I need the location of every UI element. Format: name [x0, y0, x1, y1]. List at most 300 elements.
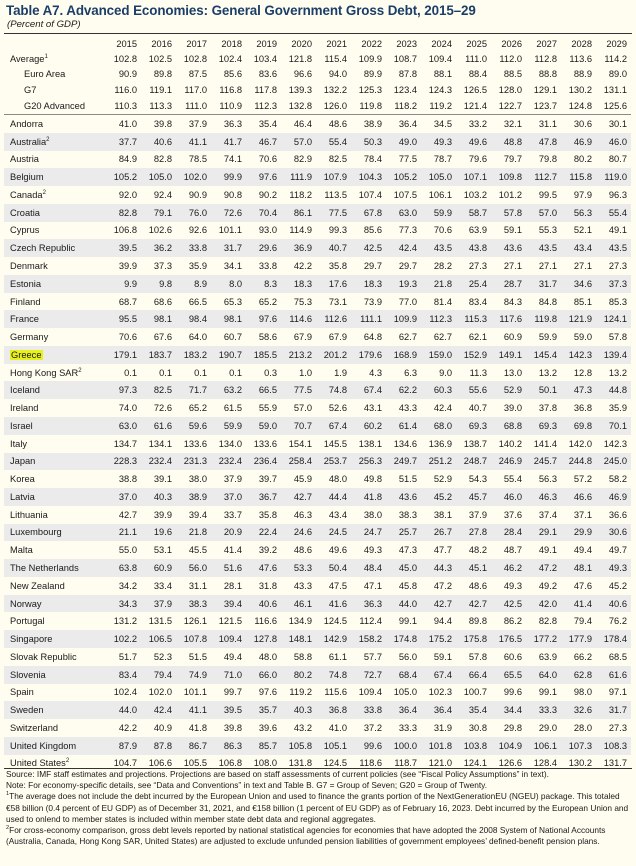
value-cell: 98.1 [211, 310, 246, 328]
row-label [4, 541, 106, 559]
value-cell: 29.0 [538, 722, 557, 733]
value-cell: 64.8 [363, 332, 382, 343]
value-cell: 134.0 [218, 438, 242, 449]
value-cell: 46.6 [561, 488, 596, 506]
year-header: 2020 [291, 39, 312, 49]
value-cell: 56.0 [398, 651, 417, 662]
value-cell: 119.1 [149, 85, 172, 95]
value-cell: 61.4 [386, 417, 421, 435]
value-cell: 49.4 [223, 651, 242, 662]
footnote-2-text: For cross-economy comparison, gross debt levels reported by national statistical agencies for economies that have adopted the 2008 System of National Accounts (Australia, Canada, Hong Kong SAR, United States) are adjusted to exclude unfunded pension liabilities of government employees’ defined-benefit pension plans. [6, 825, 606, 847]
value-cell: 123.4 [393, 85, 417, 95]
value-cell: 34.2 [118, 580, 137, 591]
value-cell: 86.7 [176, 737, 211, 755]
value-cell: 72.7 [351, 666, 386, 684]
value-cell: 105.8 [281, 737, 316, 755]
value-cell: 105.0 [421, 168, 456, 186]
value-cell: 42.7 [456, 595, 491, 613]
value-cell: 118.7 [394, 758, 417, 769]
value-cell: 48.0 [258, 651, 277, 662]
year-header: 2021 [326, 39, 347, 49]
value-cell: 37.3 [596, 275, 631, 293]
value-cell: 131.5 [148, 616, 172, 627]
value-cell: 68.8 [491, 417, 526, 435]
value-cell: 79.4 [573, 616, 592, 627]
value-cell: 29.7 [398, 261, 417, 271]
value-cell: 99.6 [351, 737, 386, 755]
value-cell: 60.9 [503, 332, 522, 343]
value-cell: 54.3 [468, 474, 487, 485]
value-cell: 104.7 [113, 758, 137, 769]
value-cell: 27.3 [608, 261, 627, 271]
value-cell: 41.7 [211, 133, 246, 151]
value-cell: 94.0 [328, 69, 347, 79]
value-cell: 41.1 [176, 701, 211, 719]
value-cell: 118.2 [289, 189, 312, 200]
header-row [4, 36, 631, 52]
value-cell: 101.1 [183, 687, 207, 698]
row-label [4, 186, 106, 204]
value-cell: 67.8 [351, 204, 386, 222]
table-row [4, 346, 631, 364]
value-cell: 33.8 [351, 701, 386, 719]
value-cell: 31.1 [188, 580, 207, 591]
value-cell: 36.4 [398, 118, 417, 129]
value-cell: 41.4 [561, 595, 596, 613]
value-cell: 36.3 [351, 595, 386, 613]
value-cell: 53.1 [153, 545, 172, 556]
value-cell: 28.0 [573, 722, 592, 733]
value-cell: 27.1 [573, 261, 592, 271]
year-header: 2017 [186, 39, 207, 49]
value-cell: 50.3 [351, 133, 386, 151]
table-row [4, 577, 631, 595]
value-cell: 37.4 [538, 509, 557, 520]
row-label-text: Norway [10, 598, 42, 609]
value-cell: 36.7 [246, 488, 281, 506]
table-row [4, 204, 631, 222]
year-header: 2022 [361, 39, 382, 49]
value-cell: 98.1 [141, 310, 176, 328]
value-cell: 134.7 [113, 438, 137, 449]
value-cell: 68.6 [153, 296, 172, 307]
value-cell: 46.0 [596, 133, 631, 151]
value-cell: 42.7 [118, 509, 137, 520]
footnote-1 [6, 791, 631, 825]
value-cell: 42.7 [421, 595, 456, 613]
value-cell: 28.4 [491, 524, 526, 542]
value-cell: 99.7 [223, 687, 242, 698]
table-row [4, 115, 631, 133]
row-label-text: Czech Republic [10, 243, 76, 254]
value-cell: 106.6 [148, 758, 172, 769]
value-cell: 35.9 [188, 261, 207, 271]
value-cell: 87.5 [188, 69, 207, 79]
value-cell: 35.4 [258, 118, 277, 129]
value-cell: 47.2 [526, 559, 561, 577]
value-cell: 27.1 [538, 261, 557, 271]
row-label [4, 151, 106, 169]
value-cell: 57.0 [293, 403, 312, 414]
value-cell: 89.8 [468, 616, 487, 627]
value-cell: 58.2 [608, 474, 627, 485]
value-cell: 51.7 [118, 651, 137, 662]
value-cell: 56.3 [538, 474, 557, 485]
value-cell: 113.6 [569, 54, 592, 64]
value-cell: 112.4 [359, 616, 382, 627]
value-cell: 49.6 [328, 545, 347, 556]
value-cell: 49.2 [538, 580, 557, 591]
value-cell: 232.4 [211, 453, 246, 471]
page-subtitle: (Percent of GDP) [7, 19, 81, 30]
value-cell: 183.2 [176, 346, 211, 364]
value-cell: 125.6 [596, 98, 631, 115]
value-cell: 79.8 [538, 154, 557, 165]
value-cell: 58.8 [293, 651, 312, 662]
value-cell: 68.4 [386, 666, 421, 684]
table-row [4, 133, 631, 151]
value-cell: 55.3 [538, 225, 557, 236]
value-cell: 90.8 [223, 189, 242, 200]
value-cell: 88.9 [573, 69, 592, 79]
value-cell: 148.1 [281, 630, 316, 648]
value-cell: 0.1 [194, 367, 207, 378]
debt-table [4, 36, 631, 772]
value-cell: 42.2 [293, 261, 312, 271]
value-cell: 27.1 [503, 261, 522, 271]
value-cell: 142.3 [603, 438, 627, 449]
value-cell: 77.0 [398, 296, 417, 307]
value-cell: 175.8 [456, 630, 491, 648]
row-label [4, 293, 106, 311]
value-cell: 140.2 [498, 438, 522, 449]
value-cell: 98.4 [176, 310, 211, 328]
value-cell: 36.4 [421, 701, 456, 719]
value-cell: 39.5 [211, 701, 246, 719]
value-cell: 51.5 [188, 651, 207, 662]
value-cell: 38.9 [363, 118, 382, 129]
table-row [4, 364, 631, 382]
value-cell: 106.8 [218, 758, 242, 769]
value-cell: 41.0 [328, 722, 347, 733]
value-cell: 43.4 [328, 509, 347, 520]
value-cell: 114.2 [604, 54, 627, 64]
value-cell: 26.7 [421, 524, 456, 542]
value-cell: 43.6 [491, 239, 526, 257]
value-cell: 12.8 [573, 367, 592, 378]
value-cell: 59.0 [573, 332, 592, 343]
value-cell: 39.6 [258, 722, 277, 733]
value-cell: 8.3 [246, 275, 281, 293]
table-row [4, 52, 631, 66]
value-cell: 13.2 [538, 367, 557, 378]
value-cell: 33.8 [176, 239, 211, 257]
value-cell: 73.9 [363, 296, 382, 307]
value-cell: 46.2 [491, 559, 526, 577]
value-cell: 90.9 [188, 189, 207, 200]
value-cell: 59.9 [538, 332, 557, 343]
value-cell: 102.4 [113, 687, 137, 698]
row-label-text: Spain [10, 687, 34, 698]
header-corner [4, 36, 106, 52]
value-cell: 8.9 [176, 275, 211, 293]
value-cell: 97.6 [246, 310, 281, 328]
value-cell: 63.8 [106, 559, 141, 577]
value-cell: 28.7 [491, 275, 526, 293]
row-label [4, 612, 106, 630]
row-label-text: Malta [10, 545, 33, 556]
value-cell: 31.7 [526, 275, 561, 293]
value-cell: 179.1 [106, 346, 141, 364]
row-label-text: Israel [10, 420, 33, 431]
row-label-text: G20 Advanced [24, 101, 85, 111]
value-cell: 43.5 [526, 239, 561, 257]
value-cell: 70.6 [433, 225, 452, 236]
value-cell: 18.3 [281, 275, 316, 293]
value-cell: 108.7 [393, 54, 417, 64]
value-cell: 74.1 [223, 154, 242, 165]
value-cell: 80.2 [573, 154, 592, 165]
value-cell: 85.3 [608, 296, 627, 307]
value-cell: 101.2 [498, 189, 522, 200]
value-cell: 63.0 [106, 417, 141, 435]
value-cell: 6.3 [404, 367, 417, 378]
value-cell: 99.1 [538, 687, 557, 698]
value-cell: 62.7 [398, 332, 417, 343]
value-cell: 112.7 [526, 168, 561, 186]
table-row [4, 524, 631, 542]
value-cell: 49.3 [596, 559, 631, 577]
value-cell: 115.6 [324, 687, 347, 698]
value-cell: 95.5 [106, 310, 141, 328]
value-cell: 122.7 [491, 98, 526, 115]
value-cell: 0.3 [264, 367, 277, 378]
value-cell: 60.9 [141, 559, 176, 577]
value-cell: 70.4 [246, 204, 281, 222]
value-cell: 43.5 [596, 239, 631, 257]
value-cell: 74.8 [316, 666, 351, 684]
value-cell: 130.2 [568, 758, 592, 769]
value-cell: 112.8 [534, 54, 557, 64]
value-cell: 57.8 [608, 332, 627, 343]
row-label-text: Portugal [10, 616, 45, 627]
value-cell: 134.1 [148, 438, 172, 449]
value-cell: 40.7 [468, 403, 487, 414]
value-cell: 37.6 [503, 509, 522, 520]
value-cell: 27.3 [608, 722, 627, 733]
value-cell: 0.1 [159, 367, 172, 378]
row-label [4, 630, 106, 648]
value-cell: 88.4 [468, 69, 487, 79]
row-label [4, 684, 106, 702]
row-label [4, 257, 106, 275]
value-cell: 65.3 [223, 296, 242, 307]
value-cell: 107.9 [316, 168, 351, 186]
value-cell: 67.6 [153, 332, 172, 343]
value-cell: 70.6 [118, 332, 137, 343]
value-cell: 46.0 [491, 488, 526, 506]
row-label-text: Slovenia [10, 669, 46, 680]
value-cell: 112.3 [421, 310, 456, 328]
value-cell: 34.5 [433, 118, 452, 129]
value-cell: 61.5 [223, 403, 242, 414]
value-cell: 142.3 [561, 346, 596, 364]
value-cell: 40.6 [596, 595, 631, 613]
value-cell: 112.6 [316, 310, 351, 328]
table-row [4, 168, 631, 186]
value-cell: 36.6 [608, 509, 627, 520]
value-cell: 109.4 [358, 687, 382, 698]
value-cell: 46.9 [596, 488, 631, 506]
value-cell: 128.0 [498, 85, 522, 95]
value-cell: 92.4 [153, 189, 172, 200]
value-cell: 83.4 [468, 296, 487, 307]
row-label [4, 417, 106, 435]
value-cell: 72.6 [153, 403, 172, 414]
row-label [4, 719, 106, 737]
value-cell: 236.4 [246, 453, 281, 471]
value-cell: 106.8 [113, 225, 137, 236]
value-cell: 62.7 [433, 332, 452, 343]
value-cell: 33.3 [526, 701, 561, 719]
value-cell: 24.5 [316, 524, 351, 542]
value-cell: 79.1 [141, 204, 176, 222]
value-cell: 31.7 [596, 701, 631, 719]
value-cell: 82.5 [328, 154, 347, 165]
row-label [4, 488, 106, 506]
row-label [4, 222, 106, 240]
value-cell: 138.7 [463, 438, 487, 449]
value-cell: 33.4 [153, 580, 172, 591]
value-cell: 65.5 [491, 666, 526, 684]
value-cell: 4.3 [369, 367, 382, 378]
value-cell: 85.6 [363, 225, 382, 236]
value-cell: 59.1 [433, 651, 452, 662]
value-cell: 41.8 [351, 488, 386, 506]
value-cell: 49.8 [363, 474, 382, 485]
value-cell: 49.3 [421, 133, 456, 151]
value-cell: 63.9 [468, 225, 487, 236]
value-cell: 86.2 [503, 616, 522, 627]
value-cell: 59.1 [503, 225, 522, 236]
value-cell: 36.8 [316, 701, 351, 719]
value-cell: 183.7 [141, 346, 176, 364]
value-cell: 66.2 [573, 651, 592, 662]
year-header: 2023 [396, 39, 417, 49]
value-cell: 48.6 [468, 580, 487, 591]
value-cell: 45.1 [456, 559, 491, 577]
value-cell: 37.1 [573, 509, 592, 520]
value-cell: 45.7 [456, 488, 491, 506]
value-cell: 36.4 [386, 701, 421, 719]
value-cell: 28.1 [223, 580, 242, 591]
row-label [4, 559, 106, 577]
value-cell: 33.3 [398, 722, 417, 733]
value-cell: 62.1 [468, 332, 487, 343]
table-row [4, 595, 631, 613]
value-cell: 61.1 [328, 651, 347, 662]
value-cell: 42.4 [386, 239, 421, 257]
value-cell: 132.8 [281, 98, 316, 115]
value-cell: 51.5 [398, 474, 417, 485]
value-cell: 42.2 [118, 722, 137, 733]
row-label [4, 52, 106, 66]
value-cell: 57.7 [363, 651, 382, 662]
value-cell: 174.8 [386, 630, 421, 648]
value-cell: 32.1 [503, 118, 522, 129]
value-cell: 40.7 [316, 239, 351, 257]
value-cell: 47.6 [246, 559, 281, 577]
value-cell: 41.6 [316, 595, 351, 613]
value-cell: 66.4 [456, 666, 491, 684]
value-cell: 116.8 [219, 85, 242, 95]
value-cell: 253.7 [316, 453, 351, 471]
row-label [4, 133, 106, 151]
value-cell: 45.9 [293, 474, 312, 485]
value-cell: 81.4 [433, 296, 452, 307]
value-cell: 57.2 [573, 474, 592, 485]
table-row [4, 98, 631, 115]
row-label-text: United States [10, 758, 66, 769]
value-cell: 40.3 [281, 701, 316, 719]
value-cell: 37.3 [153, 261, 172, 271]
row-label-text: Luxembourg [10, 527, 62, 538]
year-header: 2028 [571, 39, 592, 49]
row-label-text: Sweden [10, 705, 44, 716]
value-cell: 111.0 [465, 54, 487, 64]
value-cell: 43.1 [363, 403, 382, 414]
row-label-text: Slovak Republic [10, 651, 77, 662]
value-cell: 119.8 [526, 310, 561, 328]
value-cell: 73.1 [328, 296, 347, 307]
value-cell: 39.4 [211, 595, 246, 613]
table-row [4, 612, 631, 630]
value-cell: 111.9 [281, 168, 316, 186]
value-cell: 141.4 [533, 438, 557, 449]
value-cell: 1.9 [334, 367, 347, 378]
value-cell: 109.9 [358, 54, 382, 64]
year-header: 2024 [431, 39, 452, 49]
value-cell: 256.3 [351, 453, 386, 471]
value-cell: 134.6 [393, 438, 417, 449]
value-cell: 29.1 [526, 524, 561, 542]
value-cell: 37.9 [141, 595, 176, 613]
value-cell: 82.9 [293, 154, 312, 165]
value-cell: 176.5 [491, 630, 526, 648]
value-cell: 55.6 [456, 381, 491, 399]
value-cell: 128.4 [533, 758, 557, 769]
value-cell: 69.3 [526, 417, 561, 435]
value-cell: 124.3 [428, 85, 452, 95]
value-cell: 39.9 [118, 261, 137, 271]
value-cell: 124.5 [323, 758, 347, 769]
row-label-text: Greece [11, 349, 42, 360]
table-row [4, 701, 631, 719]
value-cell: 121.4 [456, 98, 491, 115]
value-cell: 178.4 [596, 630, 631, 648]
row-label [4, 595, 106, 613]
value-cell: 59.0 [246, 417, 281, 435]
value-cell: 71.7 [176, 381, 211, 399]
row-label [4, 470, 106, 488]
value-cell: 125.3 [358, 85, 382, 95]
value-cell: 119.2 [289, 687, 312, 698]
year-header: 2025 [466, 39, 487, 49]
year-header: 2029 [606, 39, 627, 49]
row-label-text: Hong Kong SAR [10, 367, 79, 378]
value-cell: 37.9 [468, 509, 487, 520]
value-cell: 121.8 [288, 54, 312, 64]
